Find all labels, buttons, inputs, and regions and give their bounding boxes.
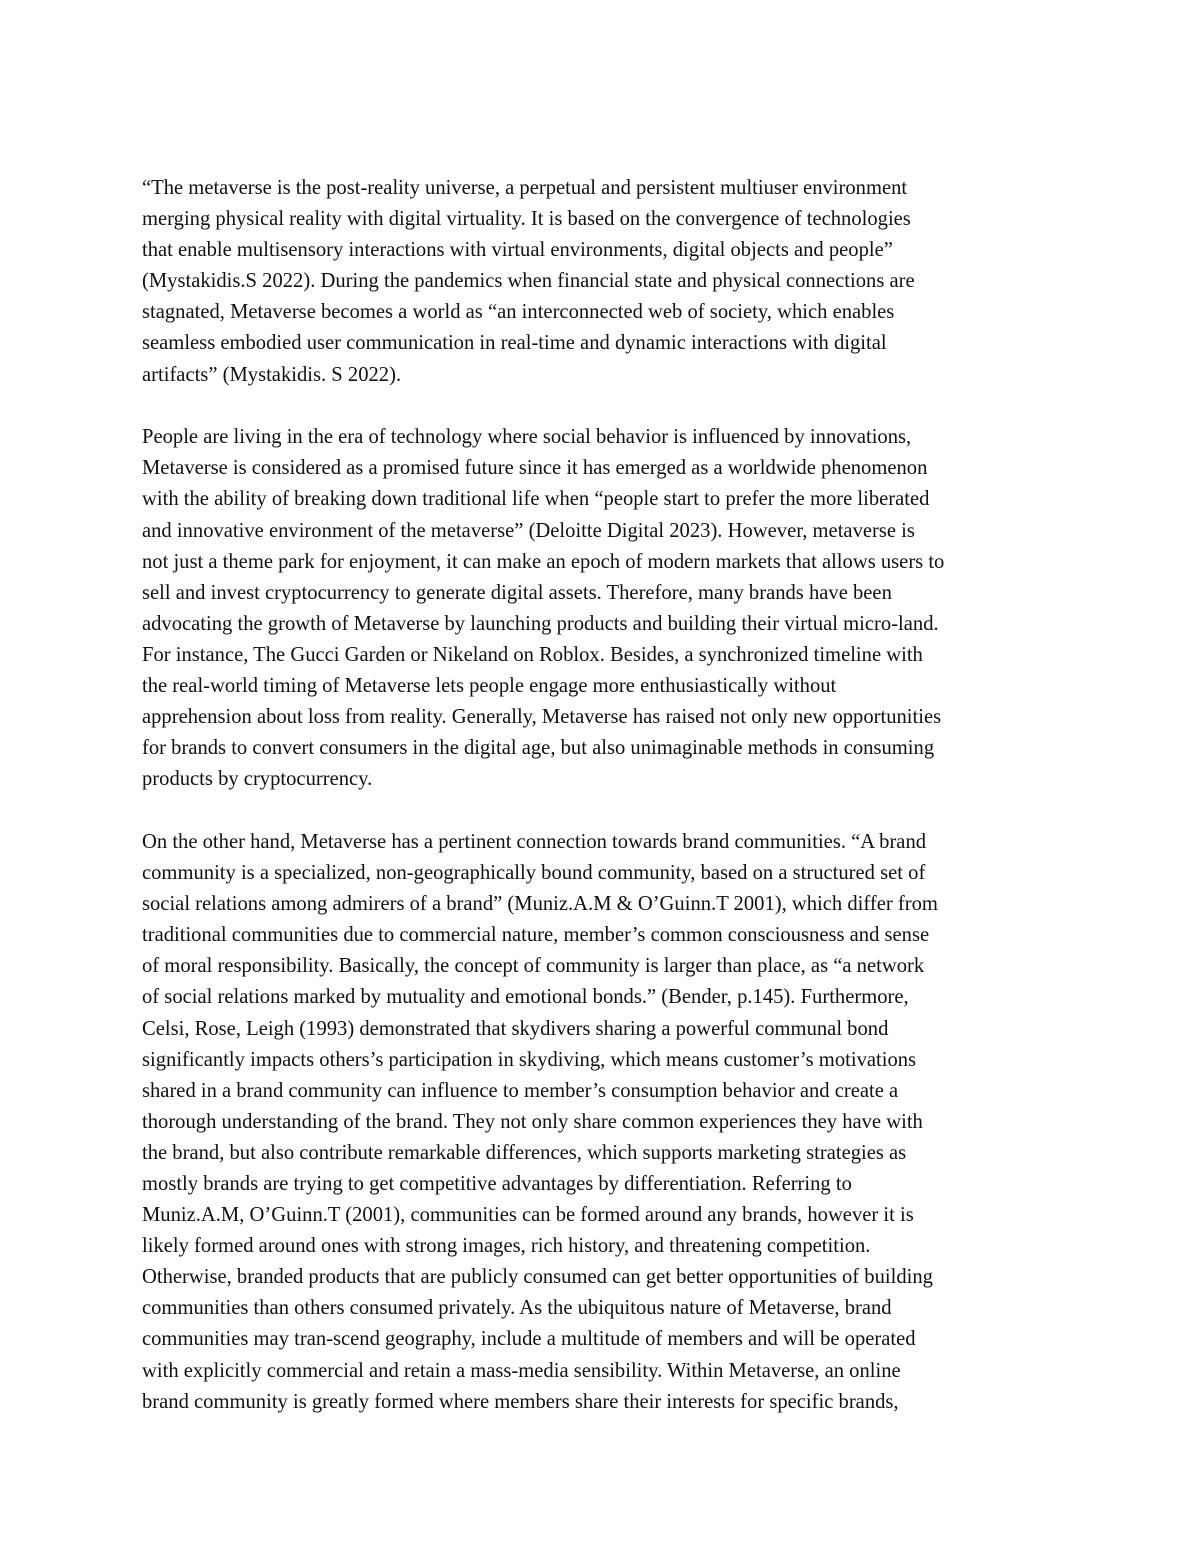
paragraph-metaverse-definition — [142, 173, 1082, 391]
text-line: Metaverse is considered as a promised future since it has emerged as a worldwide phenomenon — [142, 457, 928, 480]
text-line: “The metaverse is the post-reality universe, a perpetual and persistent multiuser environment — [142, 177, 908, 199]
text-line: stagnated, Metaverse becomes a world as “an interconnected web of society, which enables — [142, 301, 895, 324]
text-line: not just a theme park for enjoyment, it can make an epoch of modern markets that allows users to — [142, 550, 945, 573]
paragraph-spacer — [142, 795, 1082, 827]
text-line: apprehension about loss from reality. Generally, Metaverse has raised not only new opportunities — [142, 706, 942, 729]
text-line: thorough understanding of the brand. They not only share common experiences they have with — [142, 1110, 923, 1133]
text-line: seamless embodied user communication in real-time and dynamic interactions with digital — [142, 332, 887, 355]
text-line: (Mystakidis.S 2022). During the pandemics when financial state and physical connections are — [142, 270, 915, 293]
text-line: traditional communities due to commercial nature, member’s common consciousness and sense — [142, 924, 930, 947]
text-line: Otherwise, branded products that are publicly consumed can get better opportunities of building — [142, 1266, 933, 1289]
paragraph-technology-era — [142, 422, 1082, 795]
paragraph-brand-communities — [142, 827, 1082, 1418]
text-line: On the other hand, Metaverse has a pertinent connection towards brand communities. “A brand — [142, 830, 927, 853]
text-line: the brand, but also contribute remarkable differences, which supports marketing strategies as — [142, 1141, 907, 1164]
text-line: social relations among admirers of a brand” (Muniz.A.M & O’Guinn.T 2001), which differ from — [142, 893, 938, 916]
text-line: products by cryptocurrency. — [142, 768, 373, 791]
text-line: of moral responsibility. Basically, the concept of community is larger than place, as “a network — [142, 955, 925, 978]
text-line: significantly impacts others’s participation in skydiving, which means customer’s motivations — [142, 1048, 917, 1071]
text-line: sell and invest cryptocurrency to generate digital assets. Therefore, many brands have been — [142, 581, 892, 604]
text-line: For instance, The Gucci Garden or Nikeland on Roblox. Besides, a synchronized timeline with — [142, 643, 923, 666]
paragraph-spacer — [142, 391, 1082, 423]
text-line: that enable multisensory interactions with virtual environments, digital objects and people” — [142, 239, 893, 262]
text-line: mostly brands are trying to get competitive advantages by differentiation. Referring to — [142, 1173, 852, 1195]
text-line: shared in a brand community can influence to member’s consumption behavior and create a — [142, 1079, 899, 1102]
text-line: and innovative environment of the metaverse” (Deloitte Digital 2023). However, metaverse is — [142, 519, 915, 542]
text-line: communities may tran-scend geography, include a multitude of members and will be operated — [142, 1328, 916, 1351]
text-line: with the ability of breaking down traditional life when “people start to prefer the more liberated — [142, 488, 930, 511]
text-line: Celsi, Rose, Leigh (1993) demonstrated that skydivers sharing a powerful communal bond — [142, 1017, 889, 1040]
text-line: likely formed around ones with strong images, rich history, and threatening competition. — [142, 1235, 871, 1258]
text-line: advocating the growth of Metaverse by launching products and building their virtual micro-land. — [142, 612, 939, 635]
text-line: the real-world timing of Metaverse lets people engage more enthusiastically without — [142, 675, 837, 697]
document-body — [142, 173, 1082, 1418]
text-line: brand community is greatly formed where members share their interests for specific brands, — [142, 1390, 899, 1413]
text-line: artifacts” (Mystakidis. S 2022). — [142, 363, 402, 386]
text-line: of social relations marked by mutuality and emotional bonds.” (Bender, p.145). Furthermore, — [142, 986, 909, 1009]
text-line: for brands to convert consumers in the digital age, but also unimaginable methods in consuming — [142, 737, 935, 760]
text-line: People are living in the era of technology where social behavior is influenced by innovations, — [142, 426, 912, 449]
text-line: community is a specialized, non-geographically bound community, based on a structured set of — [142, 862, 926, 885]
text-line: merging physical reality with digital virtuality. It is based on the convergence of technologies — [142, 208, 911, 231]
text-line: Muniz.A.M, O’Guinn.T (2001), communities can be formed around any brands, however it is — [142, 1204, 914, 1227]
text-line: communities than others consumed privately. As the ubiquitous nature of Metaverse, brand — [142, 1297, 892, 1320]
text-line: with explicitly commercial and retain a mass-media sensibility. Within Metaverse, an online — [142, 1359, 901, 1382]
